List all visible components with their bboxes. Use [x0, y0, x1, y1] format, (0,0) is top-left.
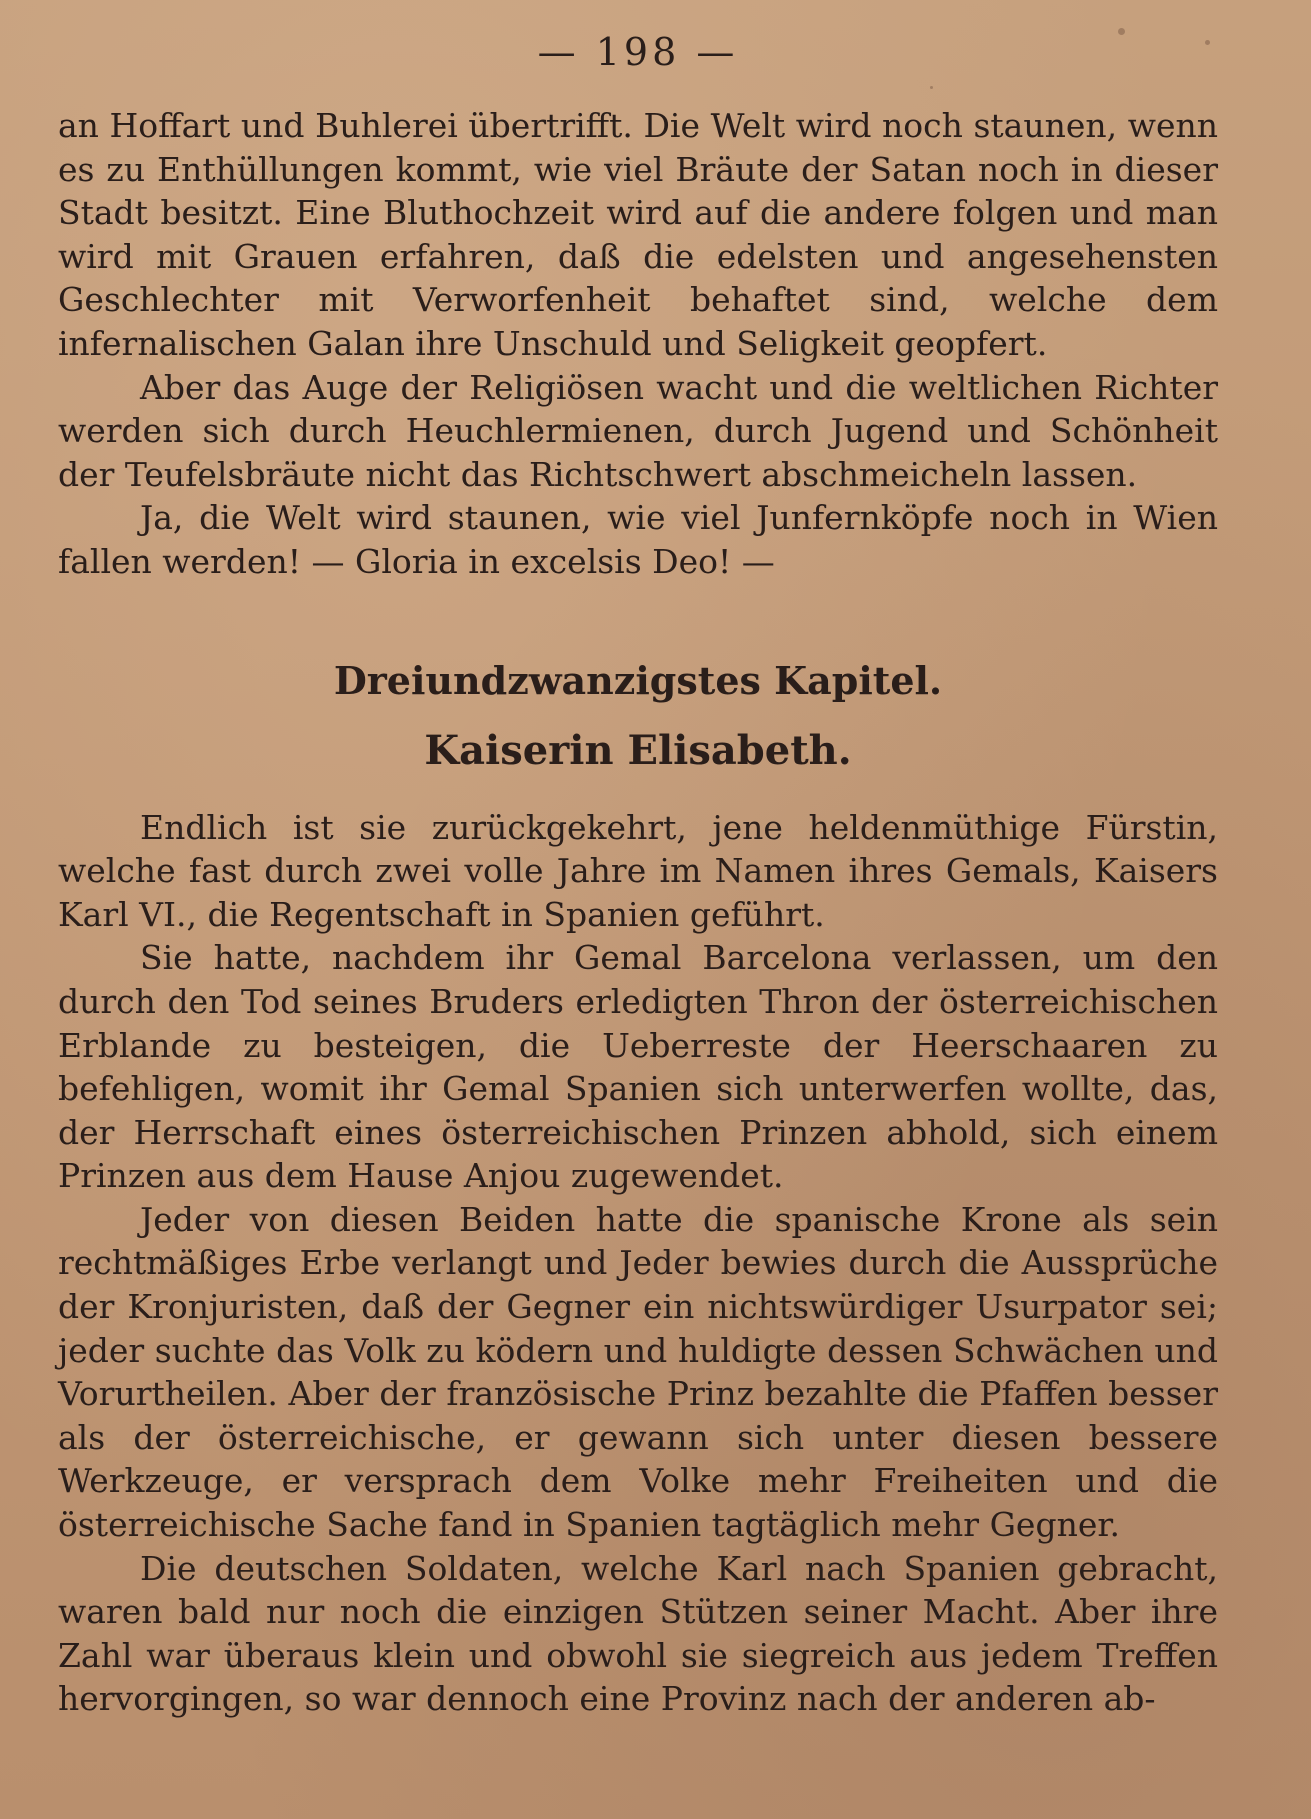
page-number: — 198 — [537, 30, 739, 74]
page-text [58, 30, 1218, 1721]
chapter-subtitle: Kaiserin Elisabeth. [424, 726, 852, 774]
paragraph: Aber das Auge der Religiösen wacht und die weltlichen Richter werden sich durch Heuchlermienen, durch Jugend und Schönheit der Teufelsbräute nicht das Richtschwert abschmeicheln lassen. [58, 367, 1218, 494]
paragraph: Endlich ist sie zurückgekehrt, jene heldenmüthige Fürstin, welche fast durch zwei volle Jahre im Namen ihres Gemals, Kaisers Karl VI., die Regentschaft in Spanien geführt. [58, 807, 1218, 934]
paragraph: an Hoffart und Buhlerei übertrifft. Die Welt wird noch staunen, wenn es zu Enthüllungen kommt, wie viel Bräute der Satan noch in dieser Stadt besitzt. Eine Bluthochzeit wird auf die andere folgen und man wird mit Grauen erfahren, daß die edelsten und angesehensten Geschlechter mit Verworfenheit behaftet sind, welche dem infernalischen Galan ihre Unschuld und Seligkeit geopfert. [58, 106, 1218, 363]
paragraph: Ja, die Welt wird staunen, wie viel Junfernköpfe noch in Wien fallen werden! — Gloria in excelsis Deo! — [58, 498, 1218, 581]
paragraph: Die deutschen Soldaten, welche Karl nach Spanien gebracht, waren bald nur noch die einzigen Stützen seiner Macht. Aber ihre Zahl war überaus klein und obwohl sie siegreich aus jedem Treffen hervorgingen, so war dennoch eine Provinz nach der anderen ab- [58, 1548, 1218, 1719]
paragraph: Sie hatte, nachdem ihr Gemal Barcelona verlassen, um den durch den Tod seines Bruders erledigten Thron der österreichischen Erblande zu besteigen, die Ueberreste der Heerschaaren zu befehligen, womit ihr Gemal Spanien sich unterwerfen wollte, das, der Herrschaft eines österreichischen Prinzen abhold, sich einem Prinzen aus dem Hause Anjou zugewendet. [58, 938, 1218, 1196]
chapter-title: Dreiundzwanzigstes Kapitel. [333, 657, 943, 703]
paragraph: Jeder von diesen Beiden hatte die spanische Krone als sein rechtmäßiges Erbe verlangt und Jeder bewies durch die Aussprüche der Kronjuristen, daß der Gegner ein nichtswürdiger Usurpator sei; jeder suchte das Volk zu ködern und huldigte dessen Schwächen und Vorurtheilen. Aber der französische Prinz bezahlte die Pfaffen besser als der österreichische, er gewann sich unter diesen bessere Werkzeuge, er versprach dem Volke mehr Freiheiten und die österreichische Sache fand in Spanien tagtäglich mehr Gegner. [58, 1199, 1218, 1545]
